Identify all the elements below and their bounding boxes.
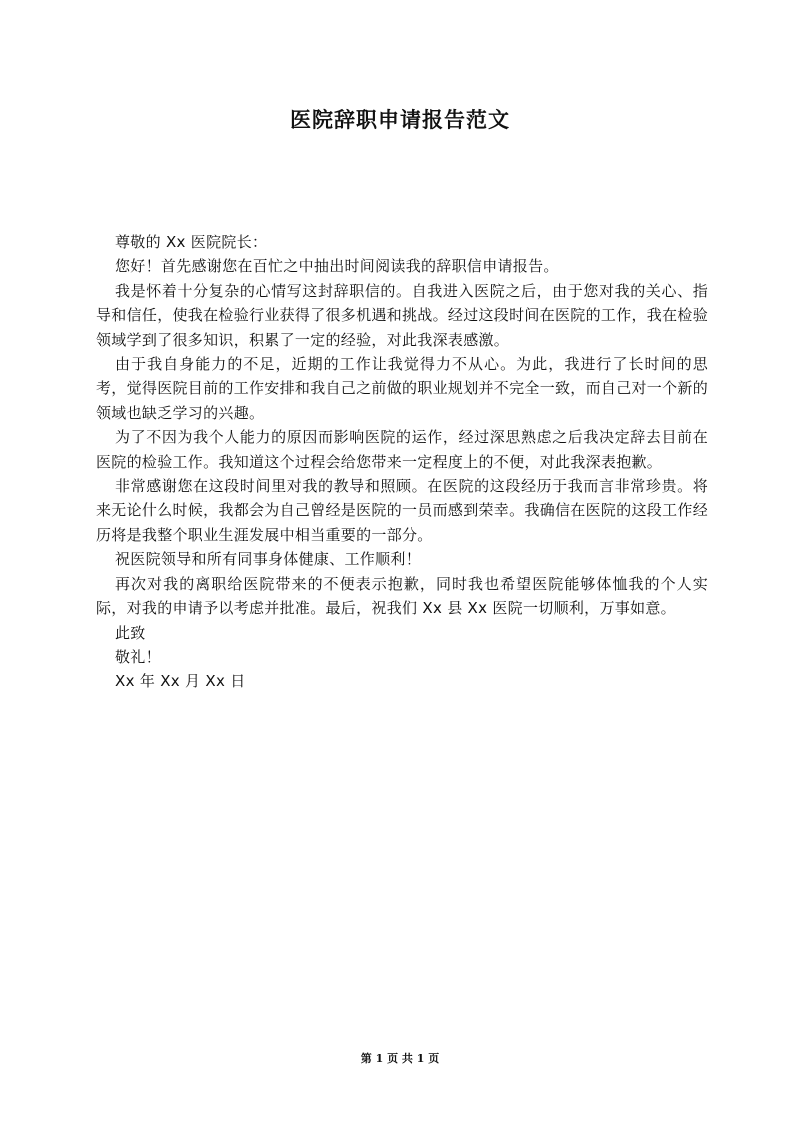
wishes-paragraph: 祝医院领导和所有同事身体健康、工作顺利！ <box>115 550 422 569</box>
body-paragraph: 非常感谢您在这段时间里对我的教导和照顾。在医院的这段经历于我而言非常珍贵。将来无论什么时候，我都会为自己曾经是医院的一员而感到荣幸。我确信在医院的这段工作经历将是我整个职业生涯发展中相当重要的一部分。 <box>96 477 709 544</box>
date-line: Xx 年 Xx 月 Xx 日 <box>115 672 246 691</box>
body-paragraph: 为了不因为我个人能力的原因而影响医院的运作，经过深思熟虑之后我决定辞去目前在医院的检验工作。我知道这个过程会给您带来一定程度上的不便，对此我深表抱歉。 <box>96 428 708 471</box>
greeting-paragraph: 您好！首先感谢您在百忙之中抽出时间阅读我的辞职信申请报告。 <box>115 257 559 276</box>
page-number-footer: 第 1 页 共 1 页 <box>360 1052 440 1065</box>
body-paragraph: 再次对我的离职给医院带来的不便表示抱歉，同时我也希望医院能够体恤我的个人实际，对我的申请予以考虑并批准。最后，祝我们 Xx 县 Xx 医院一切顺利，万事如意。 <box>96 574 708 618</box>
closing-line: 此致 <box>115 623 146 642</box>
closing-salute: 敬礼！ <box>115 647 161 666</box>
body-paragraph: 由于我自身能力的不足，近期的工作让我觉得力不从心。为此，我进行了长时间的思考，觉得医院目前的工作安排和我自己之前做的职业规划并不完全一致，而自己对一个新的领域也缺乏学习的兴趣。 <box>96 355 709 422</box>
body-paragraph: 我是怀着十分复杂的心情写这封辞职信的。自我进入医院之后，由于您对我的关心、指导和信任，使我在检验行业获得了很多机遇和挑战。经过这段时间在医院的工作，我在检验领域学到了很多知识，积累了一定的经验，对此我深表感激。 <box>96 281 709 349</box>
document-title: 医院辞职申请报告范文 <box>290 108 510 132</box>
salutation: 尊敬的 Xx 医院院长： <box>115 233 268 251</box>
document-body <box>96 230 708 694</box>
